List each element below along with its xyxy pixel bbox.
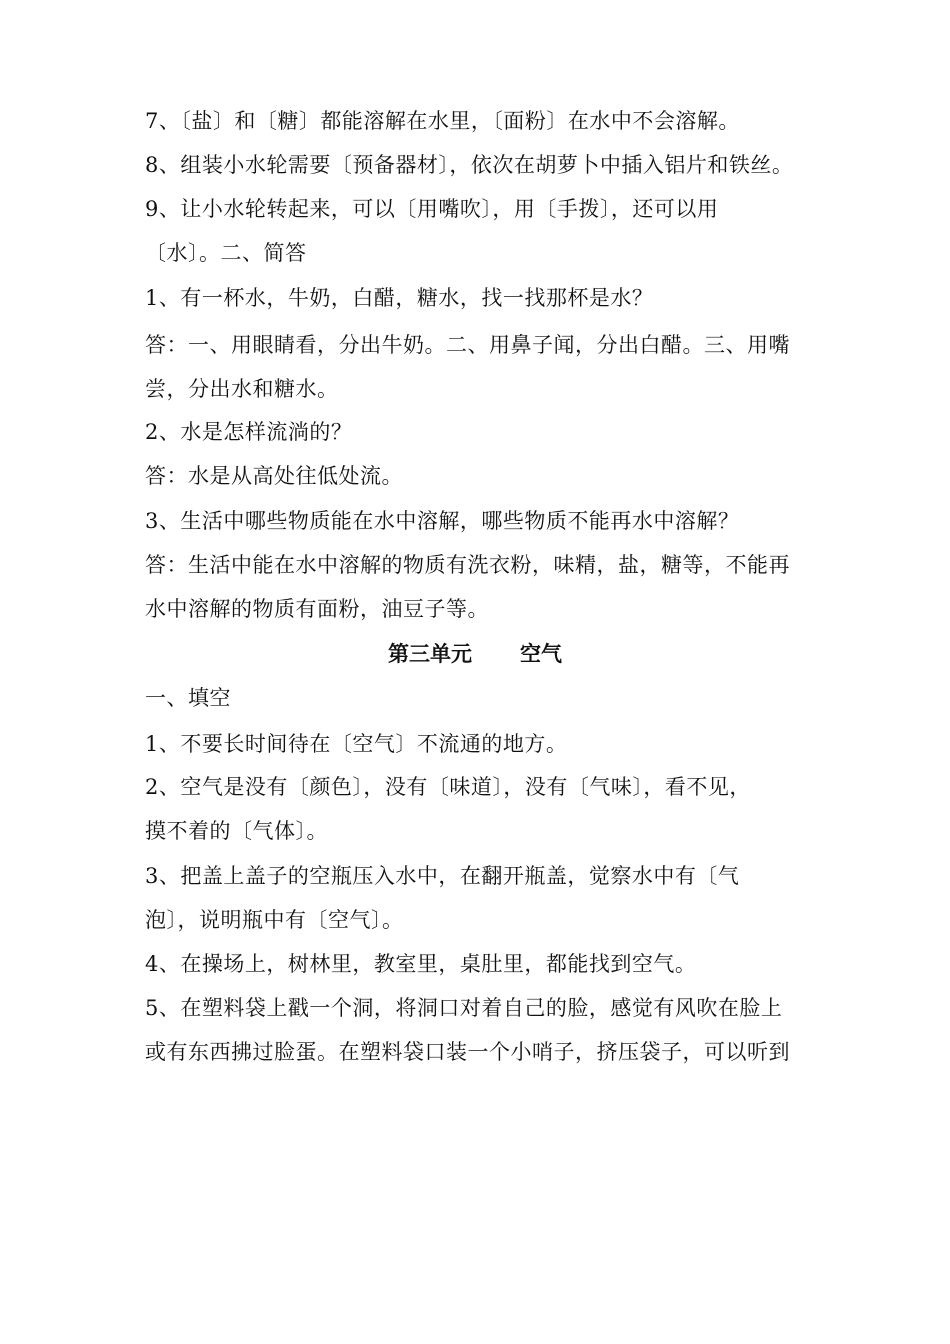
unit3-item-3: 3、把盖上盖子的空瓶压入水中，在翻开瓶盖，觉察水中有〔气	[145, 864, 740, 888]
answer-3-continued: 水中溶解的物质有面粉，油豆子等。	[145, 597, 489, 621]
answer-1-continued: 尝，分出水和糖水。	[145, 377, 339, 401]
unit3-item-2: 2、空气是没有〔颜色〕，没有〔味道〕，没有〔气味〕，看不见，	[145, 775, 751, 799]
unit3-item-3-continued: 泡〕，说明瓶中有〔空气〕。	[145, 908, 404, 932]
unit-3-title: 空气	[520, 642, 562, 666]
fill-item-8: 8、组装小水轮需要〔预备器材〕，依次在胡萝卜中插入铝片和铁丝。	[145, 153, 794, 177]
unit-3-heading	[0, 640, 950, 668]
unit3-item-5-continued: 或有东西拂过脸蛋。在塑料袋口装一个小哨子，挤压袋子，可以听到	[145, 1040, 790, 1064]
question-1: 1、有一杯水，牛奶，白醋，糖水，找一找那杯是水？	[145, 286, 654, 310]
section-fill-blanks: 一、填空	[145, 686, 231, 710]
fill-item-9-continued: 〔水〕。二、简答	[145, 241, 307, 265]
unit3-item-2-continued: 摸不着的〔气体〕。	[145, 819, 328, 843]
answer-3: 答：生活中能在水中溶解的物质有洗衣粉，味精，盐，糖等，不能再	[145, 553, 790, 577]
fill-item-7: 7、〔盐〕和〔糖〕都能溶解在水里，〔面粉〕在水中不会溶解。	[145, 109, 740, 133]
unit3-item-1: 1、不要长时间待在〔空气〕不流通的地方。	[145, 732, 568, 756]
question-3: 3、生活中哪些物质能在水中溶解，哪些物质不能再水中溶解？	[145, 509, 740, 533]
fill-item-9: 9、让小水轮转起来，可以〔用嘴吹〕，用〔手拨〕，还可以用	[145, 197, 719, 221]
answer-2: 答：水是从高处往低处流。	[145, 464, 403, 488]
unit-3-label: 第三单元	[388, 642, 472, 666]
answer-1: 答：一、用眼睛看，分出牛奶。二、用鼻子闻，分出白醋。三、用嘴	[145, 333, 790, 357]
unit3-item-5: 5、在塑料袋上戳一个洞，将洞口对着自己的脸，感觉有风吹在脸上	[145, 996, 783, 1020]
question-2: 2、水是怎样流淌的？	[145, 420, 353, 444]
unit3-item-4: 4、在操场上，树林里，教室里，桌肚里，都能找到空气。	[145, 952, 697, 976]
